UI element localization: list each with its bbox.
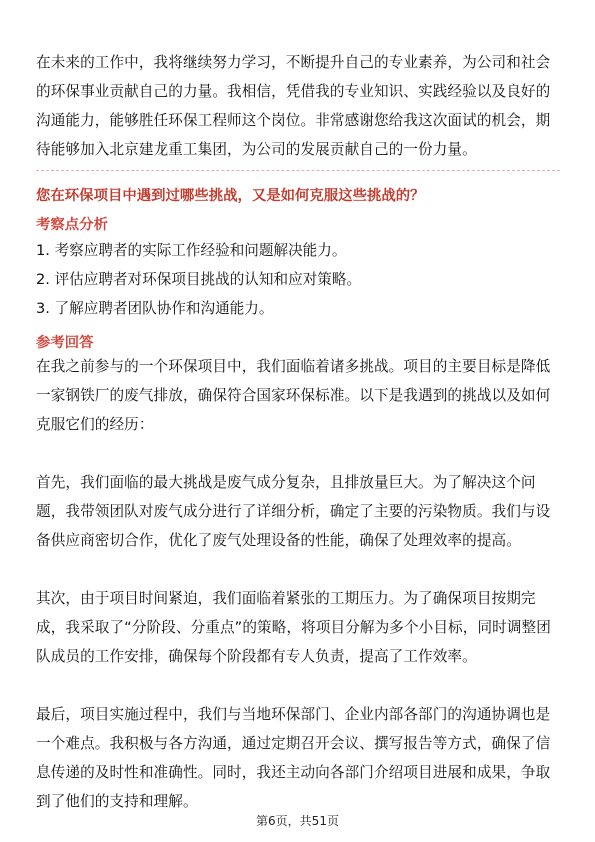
question-title: 您在环保项目中遇到过哪些挑战，又是如何克服这些挑战的？ (36, 188, 425, 204)
intro-paragraph: 在未来的工作中，我将继续努力学习，不断提升自己的专业素养，为公司和社会的环保事业贡献自己的力量。我相信，凭借我的专业知识、实践经验以及良好的沟通能力，能够胜任环保工程师这个岗位。非常感谢您给我这次面试的机会，期待能够加入北京建龙重工集团，为公司的发展贡献自己的一份力量。 (36, 54, 551, 158)
analysis-label: 考察点分析 (36, 217, 108, 233)
page-number: 第6页，共51页 (256, 814, 339, 828)
answer-paragraph: 最后，项目实施过程中，我们与当地环保部门、企业内部各部门的沟通协调也是一个难点。我积极与各方沟通，通过定期召开会议、撰写报告等方式，确保了信息传递的及时性和准确性。同时，我还主动向各部门介绍项目进展和成果，争取到了他们的支持和理解。 (36, 706, 551, 810)
answer-paragraph: 其次，由于项目时间紧迫，我们面临着紧张的工期压力。为了确保项目按期完成，我采取了“分阶段、分重点”的策略，将项目分解为多个小目标，同时调整团队成员的工作安排，确保每个阶段都有专人负责，提高了工作效率。 (36, 590, 551, 665)
answer-paragraph: 在我之前参与的一个环保项目中，我们面临着诸多挑战。项目的主要目标是降低一家钢铁厂的废气排放，确保符合国家环保标准。以下是我遇到的挑战以及如何克服它们的经历： (36, 358, 551, 433)
analysis-item: 1. 考察应聘者的实际工作经验和问题解决能力。 (36, 242, 347, 259)
section-divider (36, 170, 560, 171)
analysis-item: 3. 了解应聘者团队协作和沟通能力。 (36, 300, 274, 317)
answer-paragraph: 首先，我们面临的最大挑战是废气成分复杂，且排放量巨大。为了解决这个问题，我带领团队对废气成分进行了详细分析，确定了主要的污染物质。我们与设备供应商密切合作，优化了废气处理设备的性能，确保了处理效率的提高。 (36, 474, 551, 549)
analysis-item: 2. 评估应聘者对环保项目挑战的认知和应对策略。 (36, 271, 362, 288)
answer-label: 参考回答 (36, 335, 94, 351)
